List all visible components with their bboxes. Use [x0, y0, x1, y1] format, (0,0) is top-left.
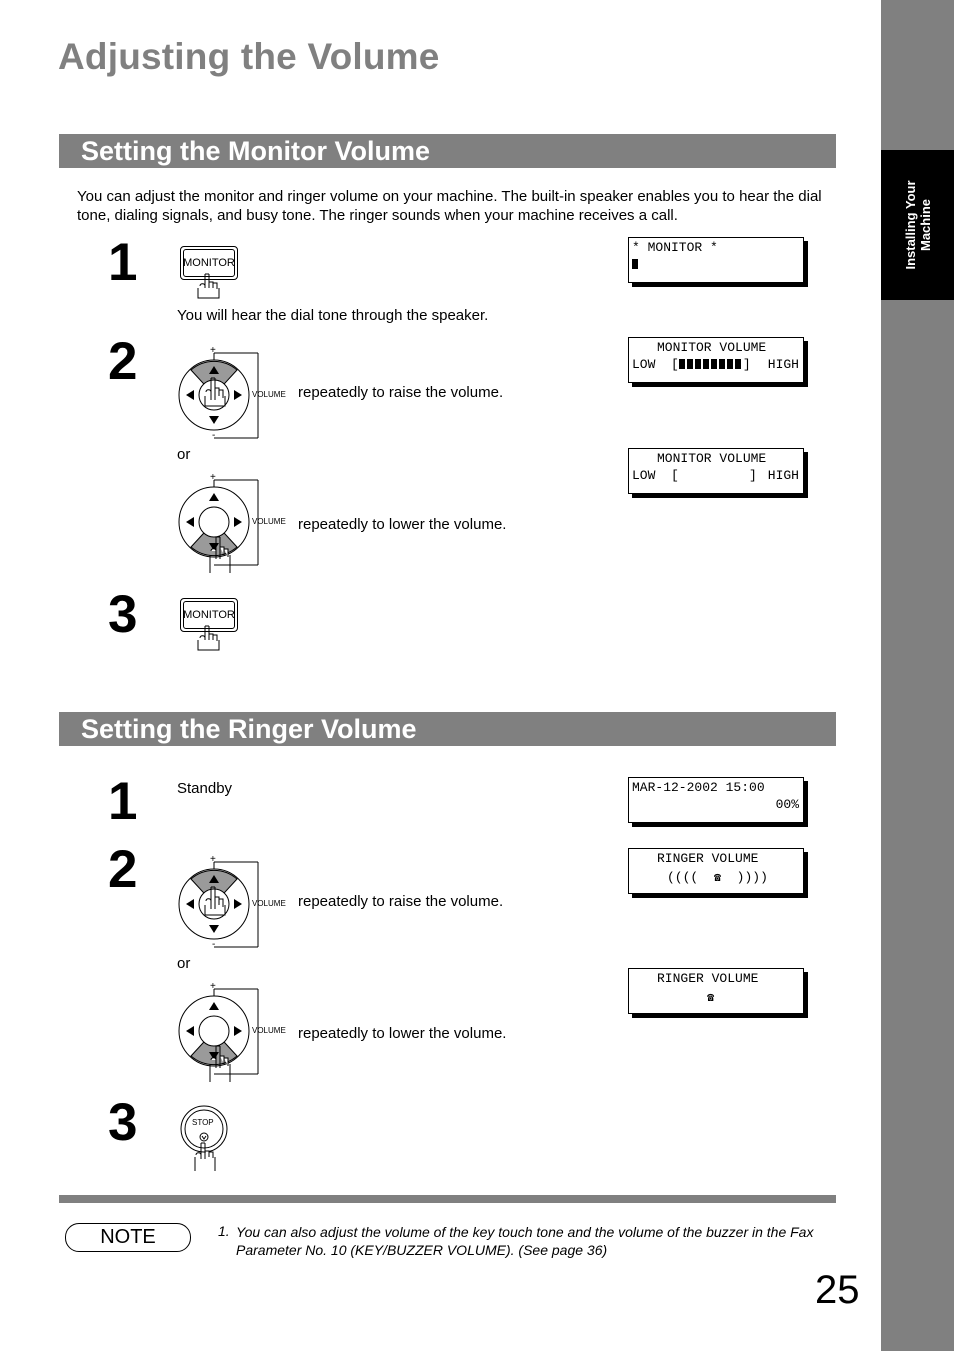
lcd-cursor-icon [632, 259, 638, 269]
lcd-title: MONITOR VOLUME [657, 451, 767, 466]
lcd-line-2 [632, 256, 638, 274]
monitor-step-1-caption: You will hear the dial tone through the speaker. [177, 307, 489, 324]
lcd-low-label: LOW [ ] [632, 468, 757, 483]
monitor-section-heading: Setting the Monitor Volume [81, 136, 430, 166]
or-text: or [177, 446, 191, 463]
telephone-icon: ☎ [707, 991, 715, 1005]
telephone-icon: ☎ [713, 871, 722, 885]
volume-label: VOLUME [252, 517, 286, 526]
lcd-low-label: LOW [ ] [632, 357, 751, 372]
lcd-ringer-level [707, 989, 714, 1007]
lcd-ringer-volume-low [628, 968, 804, 1014]
raise-volume-text: repeatedly to raise the volume. [298, 893, 504, 910]
monitor-step-2-number: 2 [108, 332, 138, 391]
stop-button-icon [180, 1105, 230, 1173]
note-divider [59, 1195, 836, 1203]
lcd-title: RINGER VOLUME [657, 971, 759, 986]
volume-key-raise [178, 854, 288, 950]
lcd-high-label: HIGH [767, 357, 799, 372]
ringer-section-heading-bar [59, 712, 836, 746]
volume-label: VOLUME [252, 390, 286, 399]
lcd-monitor-volume-high [628, 337, 804, 383]
page-title: Adjusting the Volume [58, 36, 440, 77]
lcd-date-time: MAR-12-2002 15:00 [632, 780, 765, 795]
monitor-section-heading-bar [59, 134, 836, 168]
ringer-section-heading: Setting the Ringer Volume [81, 714, 417, 744]
lcd-ringer-volume-high [628, 848, 804, 894]
plus-label: + [210, 345, 216, 356]
monitor-button-label: MONITOR [183, 609, 235, 621]
stop-button [180, 1105, 228, 1149]
ringer-step-1-number: 1 [108, 772, 138, 831]
sidebar-chapter-tab [881, 150, 954, 300]
lcd-title: MONITOR VOLUME [657, 340, 767, 355]
standby-text: Standby [177, 780, 233, 797]
ringer-step-3-number: 3 [108, 1093, 138, 1152]
minus-label: - [212, 939, 216, 950]
note-item-text: You can also adjust the volume of the key touch tone and the volume of the buzzer in the Fax Parameter No. 10 (KEY/BUZZER VOLUME). (See page 36) [236, 1224, 814, 1258]
volume-key-raise [178, 345, 288, 441]
raise-volume-text: repeatedly to raise the volume. [298, 384, 504, 401]
lcd-monitor-on [628, 237, 804, 283]
plus-label: + [210, 981, 216, 992]
monitor-step-3-number: 3 [108, 585, 138, 644]
lower-volume-text: repeatedly to lower the volume. [298, 1025, 507, 1042]
or-text: or [177, 955, 191, 972]
lower-volume-text: repeatedly to lower the volume. [298, 516, 507, 533]
lcd-ringer-level [667, 869, 768, 887]
monitor-intro-text: You can adjust the monitor and ringer volume on your machine. The built-in speaker enables you to hear the dial tone, dialing signals, and busy tone. The ringer sounds when your machine receives a call. [77, 188, 822, 224]
monitor-button-label: MONITOR [183, 257, 235, 269]
ringer-step-2-number: 2 [108, 840, 138, 899]
note-item-number: 1. [218, 1223, 230, 1239]
volume-bars-icon [679, 359, 743, 369]
stop-button-label: STOP [192, 1118, 214, 1127]
lcd-high-label: HIGH [767, 468, 799, 483]
monitor-step-1-number: 1 [108, 233, 138, 292]
pointing-finger-icon [196, 272, 222, 300]
volume-label: VOLUME [252, 1026, 286, 1035]
lcd-low-text: LOW [632, 468, 656, 483]
lcd-title: RINGER VOLUME [657, 851, 759, 866]
volume-label: VOLUME [252, 899, 286, 908]
plus-label: + [210, 854, 216, 865]
volume-key-lower [178, 981, 288, 1074]
page-number: 25 [815, 1268, 860, 1312]
ringer-waves-left: (((( [667, 870, 699, 885]
plus-label: + [210, 472, 216, 483]
ringer-waves-right: )))) [736, 870, 768, 885]
lcd-memory-percent: 00% [775, 797, 799, 812]
pointing-finger-icon [196, 624, 222, 652]
minus-label: - [212, 430, 216, 441]
note-label: NOTE [65, 1223, 191, 1252]
lcd-line-1: * MONITOR * [632, 240, 718, 255]
lcd-standby [628, 777, 804, 823]
sidebar-chapter-label: Installing Your Machine [902, 180, 933, 270]
lcd-low-text: LOW [632, 357, 656, 372]
lcd-monitor-volume-low [628, 448, 804, 494]
volume-key-lower [178, 472, 288, 565]
